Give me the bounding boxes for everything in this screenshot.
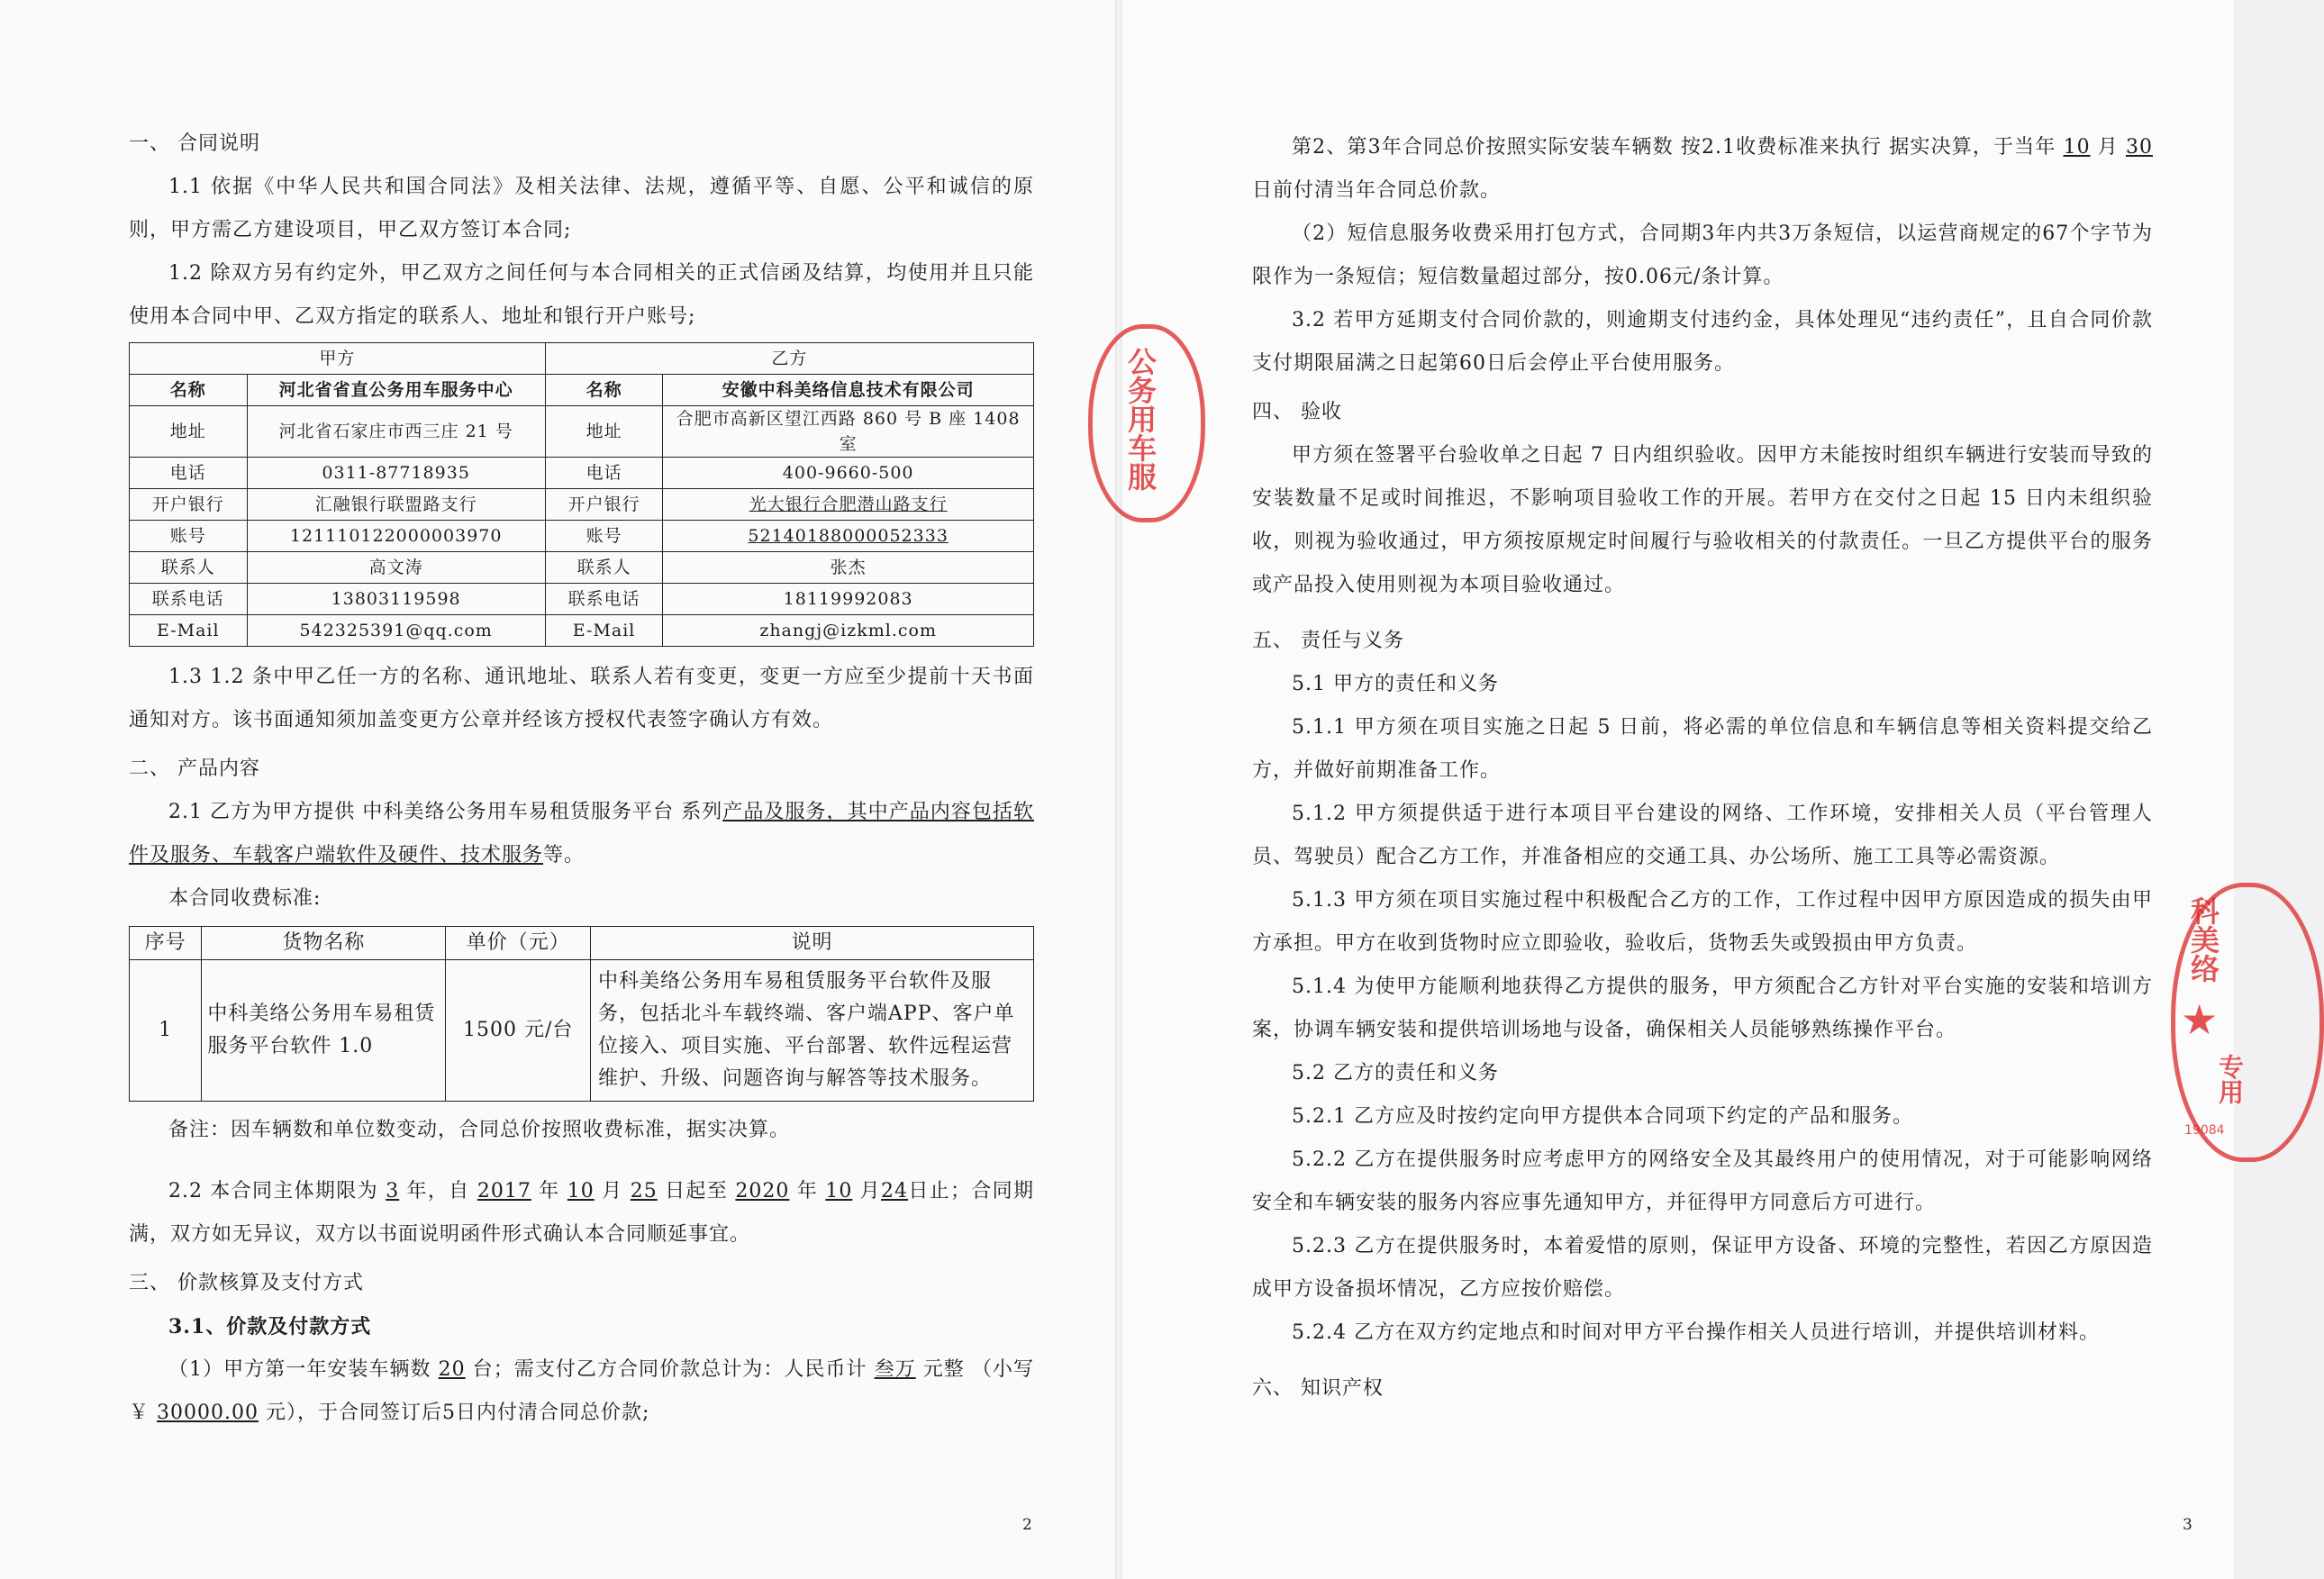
left-page-content xyxy=(129,117,1034,1435)
text-span: 第2、第3年合同总价按照实际安装车辆数 按2.1收费标准来执行 据实决算，于当年 xyxy=(1292,136,2064,159)
section-4-title: 四、 验收 xyxy=(1252,401,1342,423)
start-year: 2017 xyxy=(477,1180,531,1202)
cell-value: 542325391@qq.com xyxy=(247,615,545,647)
text-span: 日前付清当年合同总价款。 xyxy=(1252,179,1502,202)
clause-5-2-4: 5.2.4 乙方在双方约定地点和时间对甲方平台操作相关人员进行培训，并提供培训材料。 xyxy=(1292,1321,2100,1344)
text-span: 年 xyxy=(531,1180,567,1202)
cell-value: 合肥市高新区望江西路 860 号 B 座 1408 室 xyxy=(663,406,1034,458)
start-day: 25 xyxy=(630,1180,658,1202)
table-row xyxy=(130,521,1034,552)
clause-2-1 xyxy=(129,791,1034,877)
page-number-right: 3 xyxy=(2183,1516,2192,1534)
pay-day: 30 xyxy=(2126,136,2153,159)
text-span: 年，自 xyxy=(399,1180,477,1202)
table-row xyxy=(130,375,1034,406)
cell-label: 联系电话 xyxy=(545,584,663,615)
clause-2-1-part-c: 等。 xyxy=(543,844,586,867)
seal-right-text-2: 专用 xyxy=(2215,1054,2245,1104)
fee-header-price: 单价（元） xyxy=(446,927,591,960)
clause-5-2-1: 5.2.1 乙方应及时按约定向甲方提供本合同项下约定的产品和服务。 xyxy=(1292,1105,1913,1128)
cell-label: 联系电话 xyxy=(130,584,248,615)
clause-5-2: 5.2 乙方的责任和义务 xyxy=(1292,1062,1499,1084)
fee-header-desc: 说明 xyxy=(591,927,1034,960)
table-row xyxy=(130,960,1034,1102)
cell-label: 名称 xyxy=(545,375,663,406)
vehicle-count: 20 xyxy=(438,1358,466,1381)
fee-header-row xyxy=(130,927,1034,960)
cell-value: 121110122000003970 xyxy=(247,521,545,552)
left-page xyxy=(0,0,1115,1579)
section-3-title: 三、 价款核算及支付方式 xyxy=(129,1272,364,1294)
party-a-header: 甲方 xyxy=(130,343,546,375)
cell-label: 联系人 xyxy=(130,552,248,584)
party-b-header: 乙方 xyxy=(545,343,1033,375)
section-2-title: 二、 产品内容 xyxy=(129,758,260,780)
clause-1-1: 1.1 依据《中华人民共和国合同法》及相关法律、法规，遵循平等、自愿、公平和诚信的原则，甲方需乙方建设项目，甲乙双方签订本合同; xyxy=(129,176,1034,241)
text-span: （1）甲方第一年安装车辆数 xyxy=(168,1358,439,1381)
page-number-left: 2 xyxy=(1022,1516,1032,1534)
cell-value: 18119992083 xyxy=(663,584,1034,615)
text-span: 月 xyxy=(852,1180,881,1202)
cell-label: 地址 xyxy=(130,406,248,458)
clause-4: 甲方须在签署平台验收单之日起 7 日内组织验收。因甲方未能按时组织车辆进行安装而导致的安装数量不足或时间推迟，不影响项目验收工作的开展。若甲方在交付之日起 15 日内未组织验收，则视为验收通过，甲方须按原规定时间履行与验收相关的付款责任。一旦乙方提供平台的服务或产品投入使用则视为本项目验收通过。 xyxy=(1252,444,2153,596)
cell-value: 0311-87718935 xyxy=(247,458,545,489)
cell-value: 高文涛 xyxy=(247,552,545,584)
cell-label: 名称 xyxy=(130,375,248,406)
fee-header-no: 序号 xyxy=(130,927,202,960)
pay-month: 10 xyxy=(2063,136,2091,159)
fee-intro: 本合同收费标准: xyxy=(168,887,322,910)
cell-label: 开户银行 xyxy=(130,489,248,521)
cell-label: E-Mail xyxy=(545,615,663,647)
section-1-title: 一、 合同说明 xyxy=(129,132,260,155)
text-span: 月 xyxy=(594,1180,631,1202)
cell-label: E-Mail xyxy=(130,615,248,647)
clause-3-1-cont xyxy=(1252,126,2153,213)
start-month: 10 xyxy=(567,1180,595,1202)
clause-5-2-2: 5.2.2 乙方在提供服务时应考虑甲方的网络安全及其最终用户的使用情况，对于可能影响网络安全和车辆安装的服务内容应事先通知甲方，并征得甲方同意后方可进行。 xyxy=(1252,1148,2153,1214)
section-5-title: 五、 责任与义务 xyxy=(1252,630,1404,652)
end-day: 24 xyxy=(881,1180,908,1202)
term-years: 3 xyxy=(386,1180,400,1202)
clause-sms: （2）短信息服务收费采用打包方式，合同期3年内共3万条短信，以运营商规定的67个字节为限作为一条短信；短信数量超过部分，按0.06元/条计算。 xyxy=(1252,222,2153,288)
table-row xyxy=(130,489,1034,521)
clause-5-1-2: 5.1.2 甲方须提供适于进行本项目平台建设的网络、工作环境，安排相关人员（平台管理人员、驾驶员）配合乙方工作，并准备相应的交通工具、办公场所、施工工具等必需资源。 xyxy=(1252,803,2153,868)
clause-3-2: 3.2 若甲方延期支付合同价款的，则逾期支付违约金，具体处理见“违约责任”，且自合同价款支付期限届满之日起第60日后会停止平台使用服务。 xyxy=(1252,309,2153,375)
clause-5-1-3: 5.1.3 甲方须在项目实施过程中积极配合乙方的工作，工作过程中因甲方原因造成的损失由甲方承担。甲方在收到货物时应立即验收，验收后，货物丢失或毁损由甲方负责。 xyxy=(1252,889,2153,955)
amount-chinese: 叁万 xyxy=(874,1358,916,1381)
clause-5-1-1: 5.1.1 甲方须在项目实施之日起 5 日前，将必需的单位信息和车辆信息等相关资料提交给乙方，并做好前期准备工作。 xyxy=(1252,716,2153,782)
seal-number: 19084 xyxy=(2184,1123,2225,1138)
amount-number: 30000.00 xyxy=(157,1402,259,1424)
seal-right-text: 科美络 xyxy=(2186,896,2220,983)
table-row xyxy=(130,584,1034,615)
cell-label: 账号 xyxy=(545,521,663,552)
cell-value: 河北省省直公务用车服务中心 xyxy=(247,375,545,406)
section-6-title: 六、 知识产权 xyxy=(1252,1377,1384,1400)
table-row xyxy=(130,615,1034,647)
cell-label: 电话 xyxy=(130,458,248,489)
clause-1-2: 1.2 除双方另有约定外，甲乙双方之间任何与本合同相关的正式信函及结算，均使用并且只能使用本合同中甲、乙双方指定的联系人、地址和银行开户账号; xyxy=(129,262,1034,328)
text-span: 元），于合同签订后5日内付清合同总价款; xyxy=(258,1402,650,1424)
clause-3-1-1 xyxy=(129,1348,1034,1435)
text-span: 元整 （小写￥ xyxy=(129,1358,1034,1424)
fee-cell-price: 1500 元/台 xyxy=(446,960,591,1102)
clause-2-1-part-b: 产品及服务，其中产品内容包括软件及服务、车载客户端软件及硬件、技术服务 xyxy=(129,801,1034,867)
clause-5-1: 5.1 甲方的责任和义务 xyxy=(1292,673,1499,695)
table-row xyxy=(130,406,1034,458)
page-gutter xyxy=(1115,0,1122,1579)
text-span: 台；需支付乙方合同价款总计为：人民币计 xyxy=(465,1358,875,1381)
clause-5-1-4: 5.1.4 为使甲方能顺利地获得乙方提供的服务，甲方须配合乙方针对平台实施的安装和培训方案，协调车辆安装和提供培训场地与设备，确保相关人员能够熟练操作平台。 xyxy=(1252,976,2153,1041)
table-row xyxy=(130,552,1034,584)
cell-label: 账号 xyxy=(130,521,248,552)
clause-5-2-3: 5.2.3 乙方在提供服务时，本着爱惜的原则，保证甲方设备、环境的完整性，若因乙方原因造成甲方设备损坏情况，乙方应按价赔偿。 xyxy=(1252,1235,2153,1301)
cell-value: 400-9660-500 xyxy=(663,458,1034,489)
text-span: 月 xyxy=(2090,136,2126,159)
text-span: 年 xyxy=(789,1180,826,1202)
cell-label: 开户银行 xyxy=(545,489,663,521)
clause-2-1-part-a: 2.1 乙方为甲方提供 中科美络公务用车易租赁服务平台 系列 xyxy=(168,801,723,823)
cell-value: 光大银行合肥潜山路支行 xyxy=(663,489,1034,521)
right-page-content xyxy=(1252,126,2153,1411)
clause-1-3: 1.3 1.2 条中甲乙任一方的名称、通讯地址、联系人若有变更，变更一方应至少提前十天书面通知对方。该书面通知须加盖变更方公章并经该方授权代表签字确认方有效。 xyxy=(129,666,1034,731)
table-row xyxy=(130,458,1034,489)
clause-3-1-title: 3.1、价款及付款方式 xyxy=(168,1315,372,1339)
seal-star-icon: ★ xyxy=(2181,995,2219,1044)
cell-value: 52140188000052333 xyxy=(663,521,1034,552)
right-page xyxy=(1122,0,2234,1579)
cell-value: 安徽中科美络信息技术有限公司 xyxy=(663,375,1034,406)
cell-value: zhangj@izkml.com xyxy=(663,615,1034,647)
fee-cell-name: 中科美络公务用车易租赁服务平台软件 1.0 xyxy=(202,960,446,1102)
cell-label: 电话 xyxy=(545,458,663,489)
seal-right-stamp xyxy=(2171,883,2324,1162)
text-span: 日止；合同期满，双方如无异议，双方以书面说明函件形式确认本合同顺延事宜。 xyxy=(129,1180,1034,1246)
cell-label: 地址 xyxy=(545,406,663,458)
fee-table xyxy=(129,926,1034,1102)
cell-value: 张杰 xyxy=(663,552,1034,584)
seal-left-text: 公务用车服 xyxy=(1123,347,1157,491)
fee-header-name: 货物名称 xyxy=(202,927,446,960)
end-year: 2020 xyxy=(735,1180,790,1202)
end-month: 10 xyxy=(825,1180,853,1202)
fee-cell-no: 1 xyxy=(130,960,202,1102)
text-span: 2.2 本合同主体期限为 xyxy=(168,1180,386,1202)
party-header-row xyxy=(130,343,1034,375)
text-span: 日起至 xyxy=(657,1180,736,1202)
seal-left-stamp xyxy=(1088,324,1205,522)
cell-value: 河北省石家庄市西三庄 21 号 xyxy=(247,406,545,458)
cell-label: 联系人 xyxy=(545,552,663,584)
fee-cell-desc: 中科美络公务用车易租赁服务平台软件及服务，包括北斗车载终端、客户端APP、客户单位接入、项目实施、平台部署、软件远程运营维护、升级、问题咨询与解答等技术服务。 xyxy=(591,960,1034,1102)
cell-value: 汇融银行联盟路支行 xyxy=(247,489,545,521)
fee-remark: 备注：因车辆数和单位数变动，合同总价按照收费标准，据实决算。 xyxy=(168,1119,791,1141)
cell-value: 13803119598 xyxy=(247,584,545,615)
clause-2-2 xyxy=(129,1170,1034,1257)
party-info-table xyxy=(129,342,1034,647)
